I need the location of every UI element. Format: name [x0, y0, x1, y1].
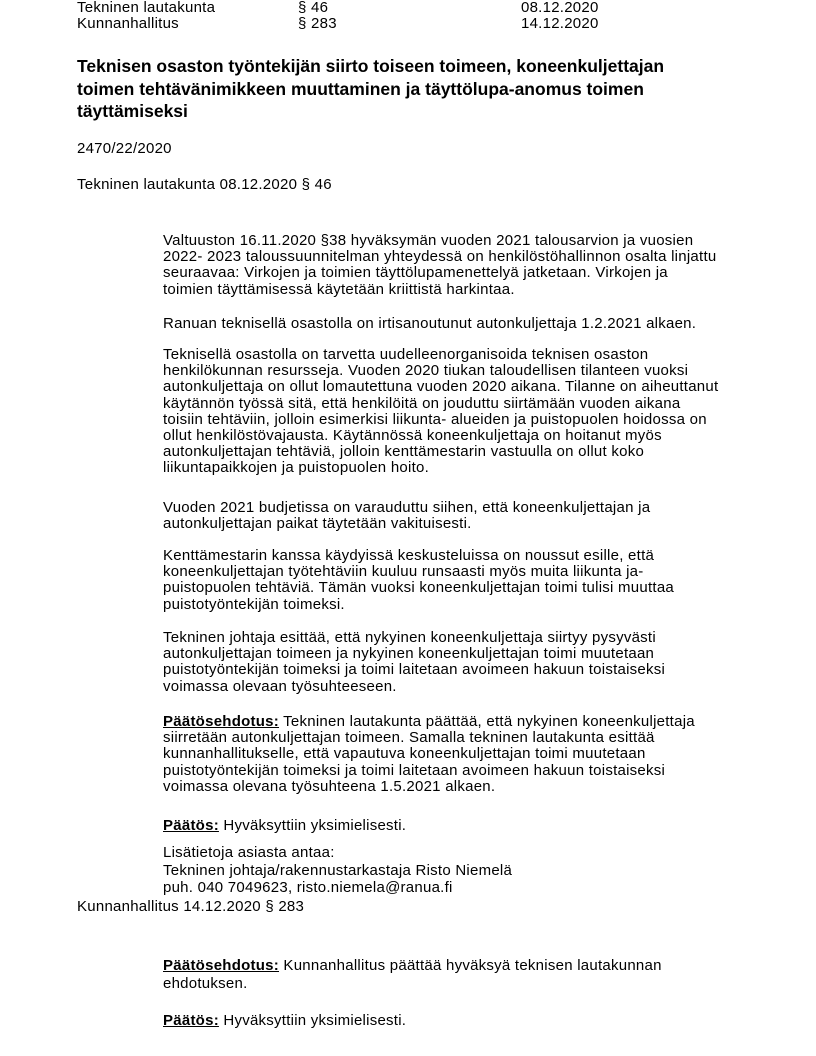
- case-number: 2470/22/2020: [77, 140, 172, 157]
- section-heading-technical-board: Tekninen lautakunta 08.12.2020 § 46: [77, 176, 332, 193]
- title-line: täyttämiseksi: [77, 101, 188, 121]
- paragraph-line: Valtuuston 16.11.2020 §38 hyväksymän vuoden 2021 talousarvion ja vuosien: [163, 232, 694, 249]
- decision-municipal-board: [163, 1013, 406, 1029]
- header-body: Kunnanhallitus: [77, 15, 179, 33]
- paragraph: [163, 316, 696, 332]
- proposal-line: puistotyöntekijän toimeksi ja toimi laitetaan avoimeen hakuun toistaiseksi: [163, 761, 666, 779]
- proposal-text: Kunnanhallitus päättää hyväksyä teknisen lautakunnan: [279, 957, 662, 974]
- paragraph: [163, 630, 665, 695]
- title-line: toimen tehtävänimikkeen muuttaminen ja täyttölupa-anomus toimen: [77, 78, 644, 99]
- paragraph-line: puistotyöntekijän toimeksi.: [163, 595, 345, 613]
- header-date: 14.12.2020: [521, 15, 599, 33]
- decision-label: Päätös:: [163, 1012, 219, 1029]
- paragraph-line: liikuntapaikkojen ja puistopuolen hoito.: [163, 459, 430, 477]
- proposal-text: Tekninen lautakunta päättää, että nykyinen koneenkuljettaja: [279, 713, 695, 730]
- proposal-municipal-board: [163, 957, 662, 992]
- paragraph-line: autonkuljettajan tehtäviä, jolloin kenttämestarin vastuulla on ollut koko: [163, 443, 645, 461]
- proposal-label: Päätösehdotus:: [163, 957, 280, 974]
- paragraph: [163, 500, 650, 532]
- proposal-technical-board: [163, 714, 695, 795]
- header-section: § 283: [298, 15, 337, 33]
- proposal-line: voimassa olevana työsuhteena 1.5.2021 alkaen.: [163, 777, 496, 795]
- document-title: [77, 55, 664, 123]
- contact-line: puh. 040 7049623, risto.niemela@ranua.fi: [163, 879, 453, 896]
- section-heading-municipal-board: Kunnanhallitus 14.12.2020 § 283: [77, 898, 305, 915]
- paragraph-line: 2022- 2023 taloussuunnitelman yhteydessä on henkilöstöhallinnon osalta linjattu: [163, 248, 717, 266]
- title-line: Teknisen osaston työntekijän siirto toiseen toimeen, koneenkuljettajan: [77, 56, 665, 76]
- paragraph-line: seuraavaa: Virkojen ja toimien täyttölupamenettelyä jatketaan. Virkojen ja: [163, 264, 668, 282]
- paragraph-line: puistopuolen tehtäviä. Tämän vuoksi koneenkuljettajan toimi tulisi muuttaa: [163, 579, 675, 597]
- proposal-label: Päätösehdotus:: [163, 713, 280, 730]
- paragraph-line: autonkuljettajan toimeen ja nykyinen koneenkuljettajan toimi muutetaan: [163, 645, 655, 663]
- proposal-line: kunnanhallitukselle, että vapautuva koneenkuljettajan toimi muutetaan: [163, 745, 646, 763]
- paragraph-line: Tekninen johtaja esittää, että nykyinen koneenkuljettaja siirtyy pysyvästi: [163, 629, 656, 646]
- paragraph: [163, 233, 716, 298]
- paragraph-line: Kenttämestarin kanssa käydyissä keskusteluissa on noussut esille, että: [163, 547, 655, 564]
- paragraph-line: toisiin tehtäviin, jolloin esimerkisi liikunta- alueiden ja puistopuolen hoidossa on: [163, 410, 707, 428]
- paragraph-line: autonkuljettaja on ollut lomautettuna vuoden 2020 aikana. Tilanne on aiheuttanut: [163, 378, 719, 396]
- header-date: 08.12.2020: [521, 0, 599, 16]
- proposal-line: ehdotuksen.: [163, 974, 248, 992]
- paragraph-line: Teknisellä osastolla on tarvetta uudelleenorganisoida teknisen osaston: [163, 346, 649, 363]
- paragraph-line: koneenkuljettajan työtehtäviin kuuluu runsaasti myös muita liikunta ja-: [163, 563, 644, 581]
- contact-info: [163, 844, 512, 897]
- proposal-line: siirretään autonkuljettajan toimeen. Samalla tekninen lautakunta esittää: [163, 729, 655, 747]
- decision-label: Päätös:: [163, 817, 219, 834]
- paragraph: [163, 347, 718, 477]
- contact-line: Tekninen johtaja/rakennustarkastaja Risto Niemelä: [163, 861, 513, 879]
- paragraph: [163, 548, 674, 613]
- header-section: § 46: [298, 0, 329, 16]
- paragraph-line: puistotyöntekijän toimeksi ja toimi laitetaan avoimeen hakuun toistaiseksi: [163, 661, 666, 679]
- paragraph-line: voimassa olevaan työsuhteeseen.: [163, 677, 397, 695]
- paragraph-line: käytännön työssä sitä, että henkilöitä on jouduttu siirtämään vuoden aikana: [163, 394, 681, 412]
- decision-technical-board: [163, 818, 406, 834]
- contact-line: Lisätietoja asiasta antaa:: [163, 844, 335, 861]
- paragraph-line: ollut henkilöstövajausta. Käytännössä koneenkuljettaja on hoitanut myös: [163, 426, 662, 444]
- paragraph-line: autonkuljettajan paikat täytetään vakituisesti.: [163, 515, 472, 533]
- decision-text: Hyväksyttiin yksimielisesti.: [218, 817, 407, 834]
- paragraph-line: henkilökunnan resursseja. Vuoden 2020 tiukan taloudellisen tilanteen vuoksi: [163, 362, 689, 380]
- header-body: Tekninen lautakunta: [77, 0, 216, 16]
- decision-text: Hyväksyttiin yksimielisesti.: [218, 1012, 407, 1029]
- paragraph-line: Ranuan teknisellä osastolla on irtisanoutunut autonkuljettaja 1.2.2021 alkaen.: [163, 315, 697, 332]
- paragraph-line: Vuoden 2021 budjetissa on varauduttu siihen, että koneenkuljettajan ja: [163, 499, 651, 516]
- paragraph-line: toimien täyttämisessä käytetään kriittistä harkintaa.: [163, 280, 515, 298]
